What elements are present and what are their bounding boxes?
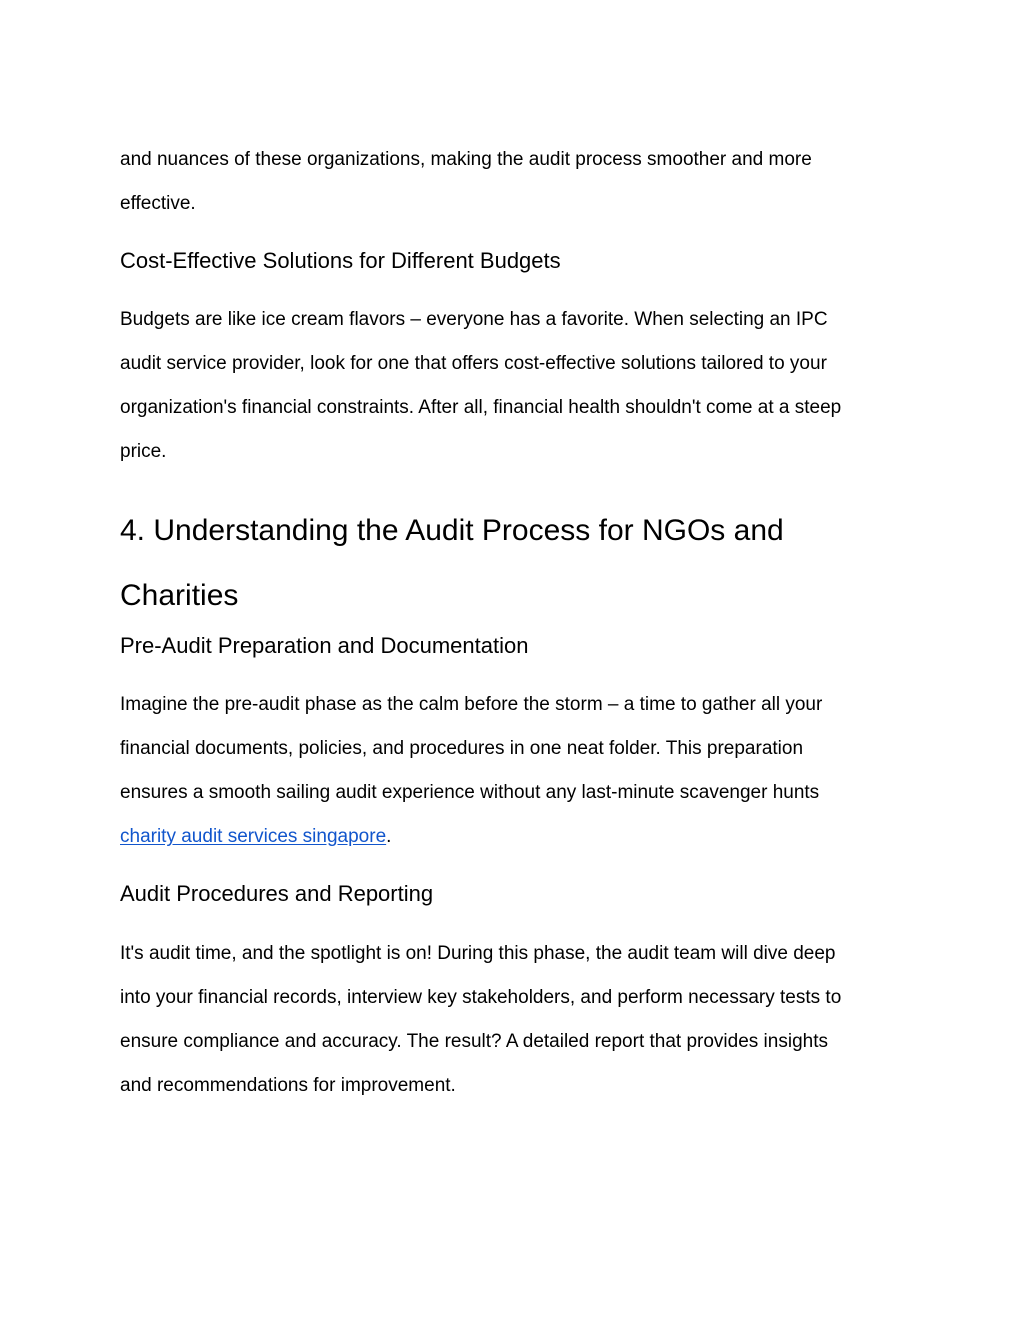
paragraph-line-with-link <box>120 815 900 859</box>
paragraph-line: and nuances of these organizations, making the audit process smoother and more <box>120 149 812 170</box>
paragraph-line: audit service provider, look for one that offers cost-effective solutions tailored to your <box>120 353 827 374</box>
preaudit-paragraph <box>120 683 900 859</box>
procedures-paragraph <box>120 932 900 1108</box>
paragraph-line: and recommendations for improvement. <box>120 1075 456 1096</box>
budgets-paragraph <box>120 298 900 474</box>
paragraph-line: organization's financial constraints. After all, financial health shouldn't come at a steep <box>120 397 842 418</box>
heading-audit-procedures-reporting: Audit Procedures and Reporting <box>120 881 434 906</box>
paragraph-line: financial documents, policies, and procedures in one neat folder. This preparation <box>120 738 804 759</box>
heading-line: Charities <box>120 579 239 612</box>
intro-paragraph <box>120 138 900 226</box>
paragraph-line: It's audit time, and the spotlight is on! During this phase, the audit team will dive deep <box>120 943 836 964</box>
paragraph-line: ensure compliance and accuracy. The result? A detailed report that provides insights <box>120 1031 828 1052</box>
paragraph-line: effective. <box>120 193 196 214</box>
paragraph-line: price. <box>120 441 167 462</box>
paragraph-line: Imagine the pre-audit phase as the calm before the storm – a time to gather all your <box>120 694 823 715</box>
heading-line: 4. Understanding the Audit Process for NGOs and <box>120 514 784 547</box>
document-body <box>120 138 900 1108</box>
link-trailing-punctuation: . <box>386 826 392 847</box>
heading-cost-effective-solutions: Cost-Effective Solutions for Different Budgets <box>120 248 561 273</box>
section-heading-audit-process <box>120 498 900 628</box>
heading-pre-audit-preparation: Pre-Audit Preparation and Documentation <box>120 633 529 658</box>
charity-audit-services-link[interactable]: charity audit services singapore <box>120 826 387 847</box>
paragraph-line: Budgets are like ice cream flavors – everyone has a favorite. When selecting an IPC <box>120 309 828 330</box>
paragraph-line: ensures a smooth sailing audit experience without any last-minute scavenger hunts <box>120 782 820 803</box>
paragraph-line: into your financial records, interview key stakeholders, and perform necessary tests to <box>120 987 842 1008</box>
